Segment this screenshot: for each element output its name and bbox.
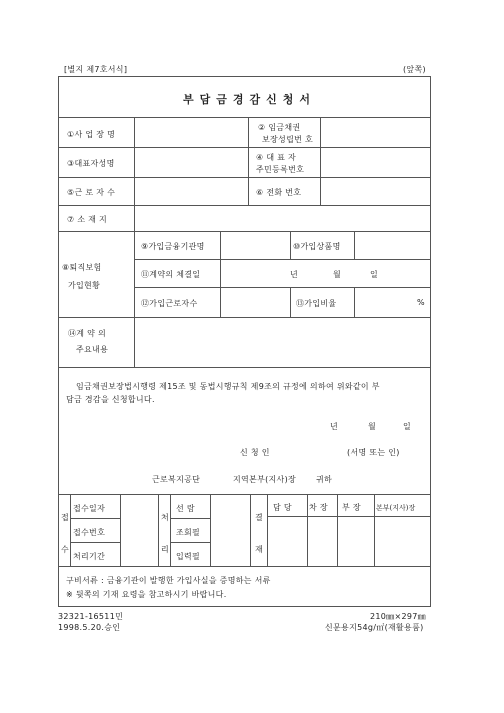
page-side: (앞쪽) <box>403 65 426 74</box>
retirement-label-1: ⑧퇴직보험 <box>62 263 102 272</box>
statement-line-1: 임금채권보장법시행령 제15조 및 동법시행규칙 제9조의 규정에 의하여 위와같이 부 <box>76 382 380 391</box>
applicant-label: 신 청 인 <box>240 448 270 457</box>
contract-month-unit: 월 <box>333 270 342 279</box>
contract-year-unit: 년 <box>290 270 299 279</box>
inquiry-label: 조회필 <box>176 528 201 537</box>
wage-claim-no-label-1: ② 임금채권 <box>258 123 301 132</box>
representative-id-label-2: 주민등록번호 <box>256 165 305 174</box>
sign-year-unit: 년 <box>330 422 339 431</box>
receipt-char-2: 수 <box>61 545 70 554</box>
contract-contents-label-1: ⑭계 약 의 <box>68 329 107 338</box>
approve-char-2: 재 <box>255 545 264 554</box>
representative-name-label: ③대표자성명 <box>67 159 115 168</box>
processing-period-label: 처리기간 <box>73 552 106 561</box>
business-name-label: ①사 업 장 명 <box>67 130 116 139</box>
paper-size: 210㎜×297㎜ <box>370 612 426 621</box>
percent-unit: % <box>417 298 425 307</box>
institution-label: ⑨가입금융기관명 <box>141 242 205 251</box>
receipt-number-label: 접수번호 <box>73 528 106 537</box>
paper-type: 신문용지54g/㎡(재활용품) <box>325 623 424 632</box>
staff-label: 담 당 <box>273 503 292 512</box>
form-code: 32321-16511민 <box>58 612 124 621</box>
address-label: ⑦ 소 재 지 <box>67 215 108 224</box>
page-title: 부담금경감신청서 <box>183 93 317 106</box>
receipt-char-1: 접 <box>61 513 70 522</box>
retirement-label-2: 가입현황 <box>68 281 101 290</box>
back-side-note: ※ 뒷쪽의 기재 요령을 참고하시기 바랍니다. <box>66 590 227 599</box>
statement-line-2: 담금 경감을 신청합니다. <box>66 395 155 404</box>
phone-label: ⑥ 전화 번호 <box>256 188 302 197</box>
representative-id-label-1: ④ 대 표 자 <box>256 153 297 162</box>
recipient-org: 근로복지공단 <box>152 475 201 484</box>
wage-claim-no-label-2: 보장성립번 호 <box>262 135 314 144</box>
circulate-label: 선 람 <box>176 504 195 513</box>
form-number: [별지 제7호서식] <box>64 65 128 74</box>
worker-count-label: ⑤근 로 자 수 <box>67 188 116 197</box>
input-label: 입력필 <box>176 552 201 561</box>
handle-char-2: 리 <box>161 545 170 554</box>
product-label: ⑩가입상품명 <box>293 242 341 251</box>
dept-head-label: 부 장 <box>342 503 361 512</box>
signature-note: (서명 또는 인) <box>347 448 400 457</box>
branch-head-label: 본부(지사)장 <box>376 504 416 512</box>
approve-char-1: 결 <box>255 513 264 522</box>
receipt-date-label: 접수일자 <box>73 504 106 513</box>
contract-day-unit: 일 <box>370 270 379 279</box>
required-documents-note: 구비서류 : 금융기관이 발행한 가입사실을 증명하는 서류 <box>66 576 271 585</box>
sign-day-unit: 일 <box>403 422 412 431</box>
section-chief-label: 차 장 <box>309 503 328 512</box>
contract-date-label: ⑪계약의 체결일 <box>141 270 201 279</box>
approval-date: 1998.5.20.승인 <box>58 623 121 632</box>
insured-workers-label: ⑫가입근로자수 <box>141 299 198 308</box>
sign-month-unit: 월 <box>368 422 377 431</box>
insured-ratio-label: ⑬가입비율 <box>296 299 337 308</box>
contract-contents-label-2: 주요내용 <box>76 345 109 354</box>
recipient-honorific: 귀하 <box>316 475 333 484</box>
recipient-branch: 지역본부(지사)장 <box>233 475 297 484</box>
handle-char-1: 처 <box>161 513 170 522</box>
